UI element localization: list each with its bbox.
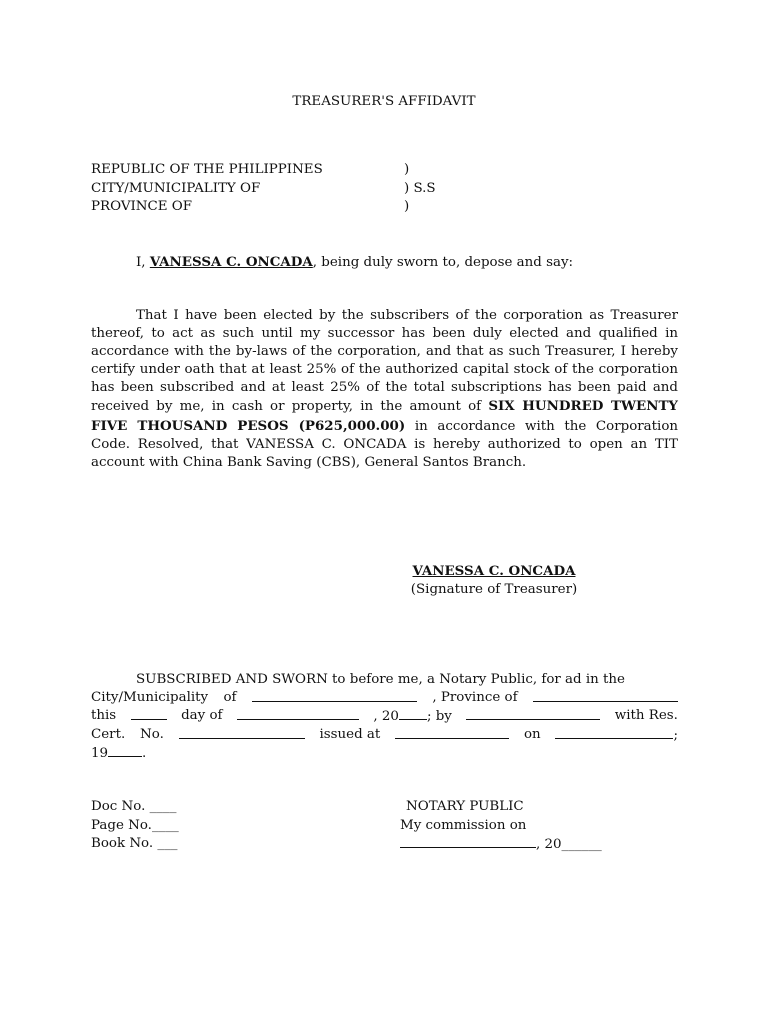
commission-expiry [400, 835, 602, 854]
jurat-line-1: SUBSCRIBED AND SWORN to before me, a Notary Public, for ad in the [136, 672, 625, 687]
month-blank [237, 707, 359, 720]
commission-label: My commission on [400, 818, 527, 833]
signature-block [404, 562, 584, 599]
signatory-name: VANESSA C. ONCADA [412, 563, 576, 579]
jurat-semicolon: ; [673, 728, 678, 743]
intro-suffix: , being duly sworn to, depose and say: [312, 255, 574, 270]
jurat-line-3 [91, 707, 678, 725]
jurat-city-label: City/Municipality [91, 690, 209, 705]
document-title: TREASURER'S AFFIDAVIT [292, 94, 476, 109]
jurat-issued-at-label: issued at [319, 727, 381, 742]
jurat-this-label: this [91, 708, 117, 723]
province-blank [533, 689, 678, 702]
jurat-year-label: , 20 [373, 709, 399, 724]
venue-city: CITY/MUNICIPALITY OF [91, 181, 261, 196]
commission-blank [400, 835, 536, 848]
jurat-line-5 [91, 744, 146, 763]
affiant-name: VANESSA C. ONCADA [149, 254, 313, 270]
jurat-with-res-label: with Res. [614, 708, 678, 723]
jurat-of-label: of [223, 690, 237, 705]
commission-year-label: , 20______ [536, 837, 602, 852]
city-blank [252, 689, 417, 702]
issued-on-blank [555, 726, 673, 739]
issued-at-blank [395, 726, 509, 739]
jurat-by-label: ; by [426, 709, 452, 724]
signature-caption: (Signature of Treasurer) [410, 582, 578, 597]
body-text-1: That I have been elected by the subscribers of the corporation as Treasurer thereof, to act as such until my successor has been duly elected and qualified in accordance with the by-laws of the corporation, and that as such Treasurer, I hereby certify under oath that at least 25% of the authorized capital stock of the corporation has been subscribed and at least 25% of the total subscriptions has been paid and received by me, in cash or property, in the amount of [91, 308, 678, 415]
by-blank [466, 707, 600, 720]
intro-statement [136, 253, 573, 272]
body-paragraph [91, 307, 678, 472]
jurat-day-of-label: day of [181, 708, 223, 723]
jurat-no-label: No. [140, 727, 164, 742]
cert-no-blank [179, 726, 305, 739]
notary-public-label: NOTARY PUBLIC [406, 799, 524, 814]
doc-no: Doc No. ____ [91, 799, 177, 814]
day-blank [131, 707, 167, 720]
body-text-2: in accordance with the Corporation Code. Resolved, that VANESSA C. ONCADA is hereby authorized to open an TIT account with China Bank Saving (CBS), General Santos Branch. [91, 418, 679, 470]
jurat-period: . [142, 746, 147, 761]
intro-prefix: I, [136, 255, 150, 270]
jurat-nineteen-label: 19 [91, 746, 109, 761]
venue-ss: ) S.S [404, 181, 436, 196]
jurat-line-4 [91, 726, 678, 744]
venue-paren-3: ) [404, 199, 410, 214]
amount-in-words: SIX HUNDRED TWENTY FIVE THOUSAND PESOS (P625,000.00) [91, 398, 678, 434]
year-blank [399, 707, 427, 720]
jurat-line-2 [91, 689, 678, 707]
venue-paren-1: ) [404, 162, 410, 177]
nineteen-blank [108, 744, 142, 757]
book-no: Book No. ___ [91, 836, 178, 851]
venue-province: PROVINCE OF [91, 199, 193, 214]
jurat-cert-label: Cert. [91, 727, 126, 742]
page-no: Page No.____ [91, 818, 179, 833]
jurat-on-label: on [523, 727, 541, 742]
venue-republic: REPUBLIC OF THE PHILIPPINES [91, 162, 323, 177]
jurat-province-label: , Province of [432, 690, 518, 705]
